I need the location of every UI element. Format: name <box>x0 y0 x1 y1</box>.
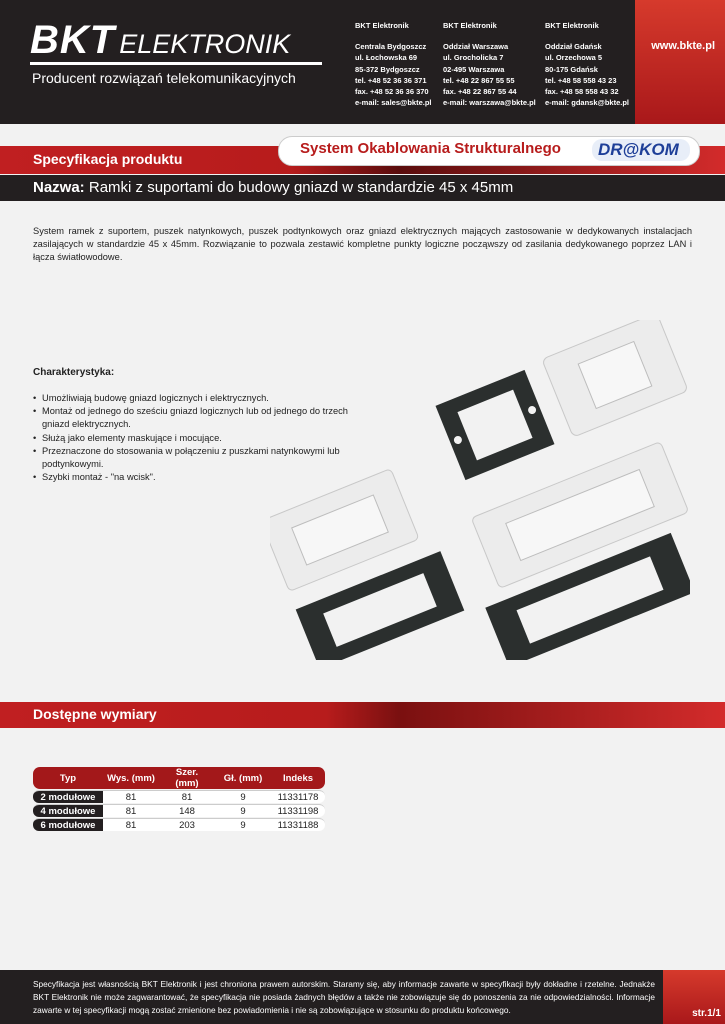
cell-depth: 9 <box>215 818 271 831</box>
website-link[interactable]: www.bkte.pl <box>651 40 715 52</box>
office-name: Centrala Bydgoszcz <box>355 42 427 52</box>
column-header: Szer. (mm) <box>159 767 215 789</box>
table-row <box>33 804 325 817</box>
office-warszawa <box>443 20 536 108</box>
footer-disclaimer: Specyfikacja jest własnością BKT Elektronik i jest chroniona prawem autorskim. Staramy się, aby informacje zawarte w specyfikacji były dokładne i rzetelne. Jednakże BKT Elektronik nie może zagwarantować, że specyfikacja nie posiada żadnych błędów a także nie zobowiązuje się do ponoszenia za nie odpowiedzialności. Informacje zawarte w tej specyfikacji mogą zostać zmienione bez powiadomienia i nie są zobowiązujące w stosunku do produktu końcowego. <box>33 979 655 1015</box>
office-email[interactable]: e-mail: gdansk@bkte.pl <box>545 98 629 108</box>
dimensions-title: Dostępne wymiary <box>33 706 157 722</box>
logo-elektronik: ELEKTRONIK <box>119 29 291 59</box>
office-email[interactable]: e-mail: sales@bkte.pl <box>355 98 432 108</box>
office-tel: tel. +48 52 36 36 371 <box>355 75 427 85</box>
product-name <box>33 179 513 196</box>
logo-bkt: BKT <box>30 18 116 62</box>
column-header: Wys. (mm) <box>103 767 159 789</box>
dimensions-table <box>33 766 325 832</box>
list-item: • Przeznaczone do stosowania w połączeniu z puszkami natynkowymi lub podtynkowymi. <box>33 445 353 471</box>
office-tel: tel. +48 58 558 43 23 <box>545 75 617 85</box>
office-city: 02-495 Warszawa <box>443 64 505 74</box>
table-row <box>33 790 325 803</box>
system-title: System Okablowania Strukturalnego <box>300 140 561 157</box>
office-fax: fax. +48 58 558 43 32 <box>545 87 619 97</box>
cell-height: 81 <box>103 818 159 831</box>
office-company: BKT Elektronik <box>443 21 497 30</box>
page-number: str.1/1 <box>692 1008 721 1019</box>
company-logo <box>30 20 290 64</box>
cell-width: 148 <box>159 804 215 817</box>
office-city: 85-372 Bydgoszcz <box>355 64 420 74</box>
list-item: • Umożliwiają budowę gniazd logicznych i elektrycznych. <box>33 392 353 405</box>
cell-type: 6 modułowe <box>33 818 103 831</box>
column-header: Gł. (mm) <box>215 767 271 789</box>
office-bydgoszcz <box>355 20 432 108</box>
office-tel: tel. +48 22 867 55 55 <box>443 75 515 85</box>
cell-type: 4 modułowe <box>33 804 103 817</box>
product-photo <box>270 320 690 660</box>
product-name-value: Ramki z suportami do budowy gniazd w standardzie 45 x 45mm <box>84 179 514 196</box>
cell-index: 11331198 <box>271 804 325 817</box>
header-accent <box>635 0 725 124</box>
cell-width: 203 <box>159 818 215 831</box>
office-street: ul. Grocholicka 7 <box>443 53 504 63</box>
column-header: Typ <box>33 767 103 789</box>
cell-index: 11331178 <box>271 790 325 803</box>
cell-height: 81 <box>103 804 159 817</box>
table-header-row <box>33 767 325 789</box>
list-item: • Służą jako elementy maskujące i mocujące. <box>33 432 353 445</box>
office-city: 80-175 Gdańsk <box>545 64 598 74</box>
column-header: Indeks <box>271 767 325 789</box>
list-item: • Szybki montaż - "na wcisk". <box>33 471 353 484</box>
cell-type: 2 modułowe <box>33 790 103 803</box>
spec-section-title: Specyfikacja produktu <box>33 151 183 167</box>
characteristics-title: Charakterystyka: <box>33 367 115 378</box>
drakom-logo: DR@KOM <box>598 140 679 159</box>
office-name: Oddział Warszawa <box>443 42 509 52</box>
office-gdansk <box>545 20 629 108</box>
logo-underline <box>30 62 322 65</box>
office-street: ul. Orzechowa 5 <box>545 53 603 63</box>
product-description: System ramek z suportem, puszek natynkowych, puszek podtynkowych oraz gniazd elektrycznych mających zastosowanie w dedykowanych instalacjach zasilających w standardzie 45 x 45mm. Rozwiązanie to pozwala zestawić kompletne punkty logiczne począwszy od zasilania dedykowanego poprzez LAN i łącza światłowodowe. <box>33 226 692 262</box>
cell-height: 81 <box>103 790 159 803</box>
office-street: ul. Łochowska 69 <box>355 53 418 63</box>
cell-depth: 9 <box>215 790 271 803</box>
office-fax: fax. +48 22 867 55 44 <box>443 87 517 97</box>
office-company: BKT Elektronik <box>355 21 409 30</box>
frame-2-module-white <box>542 320 688 437</box>
table-row <box>33 818 325 831</box>
cell-width: 81 <box>159 790 215 803</box>
office-fax: fax. +48 52 36 36 370 <box>355 87 429 97</box>
office-company: BKT Elektronik <box>545 21 599 30</box>
cell-depth: 9 <box>215 804 271 817</box>
office-name: Oddział Gdańsk <box>545 42 602 52</box>
office-email[interactable]: e-mail: warszawa@bkte.pl <box>443 98 536 108</box>
product-name-label: Nazwa: <box>33 179 85 196</box>
support-2-module-black <box>436 370 555 480</box>
list-item: • Montaż od jednego do sześciu gniazd logicznych lub od jednego do trzech gniazd elektrycznych. <box>33 405 353 431</box>
cell-index: 11331188 <box>271 818 325 831</box>
company-tagline: Producent rozwiązań telekomunikacyjnych <box>32 70 296 86</box>
